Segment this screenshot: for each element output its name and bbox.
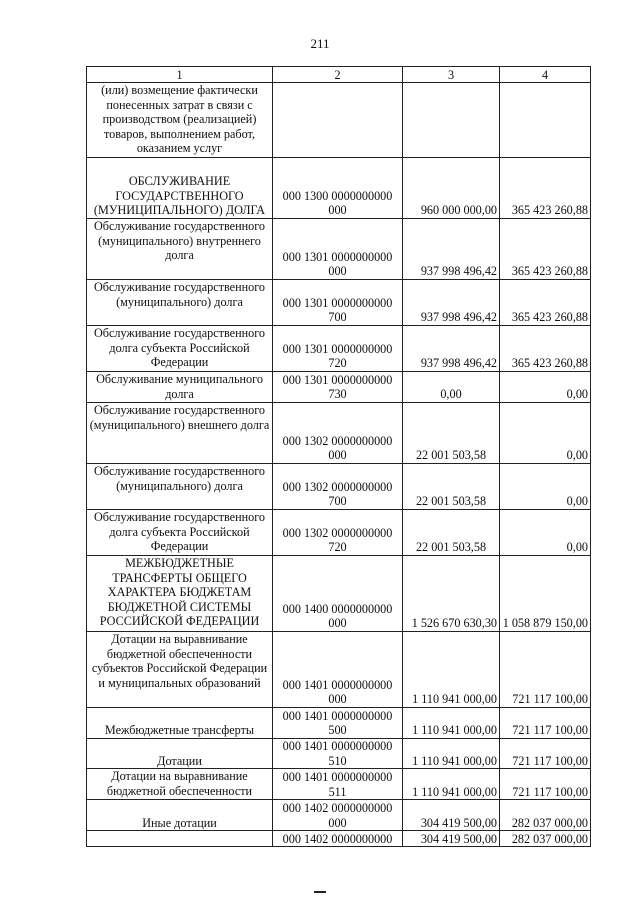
row-value-plan: 22 001 503,58 [403,464,500,510]
table-row [87,219,591,280]
row-name: Дотации [87,739,273,769]
row-value-plan: 937 998 496,42 [403,280,500,326]
row-value-plan: 304 419 500,00 [403,831,500,847]
row-value-plan: 960 000 000,00 [403,158,500,219]
row-value-actual: 365 423 260,88 [500,280,591,326]
table-row [87,769,591,800]
row-name: Иные дотации [87,800,273,831]
row-value-actual: 282 037 000,00 [500,800,591,831]
row-value-plan: 22 001 503,58 [403,403,500,464]
row-code: 000 1401 0000000000 000 [273,632,403,708]
row-value-actual: 0,00 [500,510,591,556]
row-code: 000 1301 0000000000 700 [273,280,403,326]
row-value-actual: 721 117 100,00 [500,739,591,769]
row-value-actual: 1 058 879 150,00 [500,556,591,632]
row-code: 000 1301 0000000000 720 [273,326,403,372]
page-number: 211 [310,36,330,51]
table-row [87,510,591,556]
row-code [273,83,403,158]
row-name: Обслуживание государственного долга субъекта Российской Федерации [87,510,273,556]
table-row [87,556,591,632]
row-code: 000 1302 0000000000 720 [273,510,403,556]
row-code: 000 1402 0000000000 [273,831,403,847]
row-name: ОБСЛУЖИВАНИЕ ГОСУДАРСТВЕННОГО (МУНИЦИПАЛЬНОГО) ДОЛГА [87,158,273,219]
table-row [87,464,591,510]
row-code: 000 1401 0000000000 500 [273,708,403,739]
table-row [87,83,591,158]
row-code: 000 1302 0000000000 700 [273,464,403,510]
row-name: Дотации на выравнивание бюджетной обеспеченности [87,769,273,800]
row-name: Обслуживание государственного (муниципального) внешнего долга [87,403,273,464]
table-row [87,158,591,219]
row-value-plan: 1 110 941 000,00 [403,632,500,708]
footer-dash [314,891,326,893]
row-value-actual [500,83,591,158]
budget-table [86,66,591,847]
row-value-actual: 0,00 [500,464,591,510]
row-name: (или) возмещение фактически понесенных затрат в связи с производством (реализацией) товаров, выполнением работ, оказанием услуг [87,83,273,158]
column-header: 4 [500,67,591,83]
row-value-actual: 721 117 100,00 [500,769,591,800]
row-value-actual: 365 423 260,88 [500,326,591,372]
row-value-plan: 304 419 500,00 [403,800,500,831]
row-code: 000 1302 0000000000 000 [273,403,403,464]
column-header: 3 [403,67,500,83]
row-code: 000 1301 0000000000 000 [273,219,403,280]
row-value-plan: 1 110 941 000,00 [403,739,500,769]
row-name: Обслуживание государственного (муниципального) долга [87,464,273,510]
row-code: 000 1402 0000000000 000 [273,800,403,831]
row-value-plan: 1 526 670 630,30 [403,556,500,632]
row-value-actual: 0,00 [500,372,591,403]
column-header: 1 [87,67,273,83]
table-row [87,326,591,372]
row-code: 000 1400 0000000000 000 [273,556,403,632]
row-name: Обслуживание государственного (муниципального) внутреннего долга [87,219,273,280]
row-value-plan: 22 001 503,58 [403,510,500,556]
table-header-row [87,67,591,83]
table-row [87,831,591,847]
row-code: 000 1300 0000000000 000 [273,158,403,219]
row-value-actual: 721 117 100,00 [500,708,591,739]
row-name: Межбюджетные трансферты [87,708,273,739]
row-value-plan: 0,00 [403,372,500,403]
row-name: Обслуживание государственного долга субъекта Российской Федерации [87,326,273,372]
table-row [87,372,591,403]
row-name: МЕЖБЮДЖЕТНЫЕ ТРАНСФЕРТЫ ОБЩЕГО ХАРАКТЕРА БЮДЖЕТАМ БЮДЖЕТНОЙ СИСТЕМЫ РОССИЙСКОЙ ФЕДЕРАЦИИ [87,556,273,632]
row-code: 000 1401 0000000000 510 [273,739,403,769]
row-name: Обслуживание муниципального долга [87,372,273,403]
row-value-plan: 1 110 941 000,00 [403,769,500,800]
row-value-plan: 937 998 496,42 [403,219,500,280]
column-header: 2 [273,67,403,83]
table-row [87,708,591,739]
table-row [87,739,591,769]
row-value-actual: 365 423 260,88 [500,158,591,219]
row-value-actual: 0,00 [500,403,591,464]
row-value-actual: 282 037 000,00 [500,831,591,847]
table-row [87,403,591,464]
row-code: 000 1401 0000000000 511 [273,769,403,800]
row-code: 000 1301 0000000000 730 [273,372,403,403]
row-name: Обслуживание государственного (муниципального) долга [87,280,273,326]
row-value-actual: 365 423 260,88 [500,219,591,280]
row-value-plan [403,83,500,158]
row-name [87,831,273,847]
row-value-actual: 721 117 100,00 [500,632,591,708]
table-row [87,800,591,831]
table-row [87,280,591,326]
row-name: Дотации на выравнивание бюджетной обеспеченности субъектов Российской Федерации и муниципальных образований [87,632,273,708]
row-value-plan: 937 998 496,42 [403,326,500,372]
table-row [87,632,591,708]
row-value-plan: 1 110 941 000,00 [403,708,500,739]
